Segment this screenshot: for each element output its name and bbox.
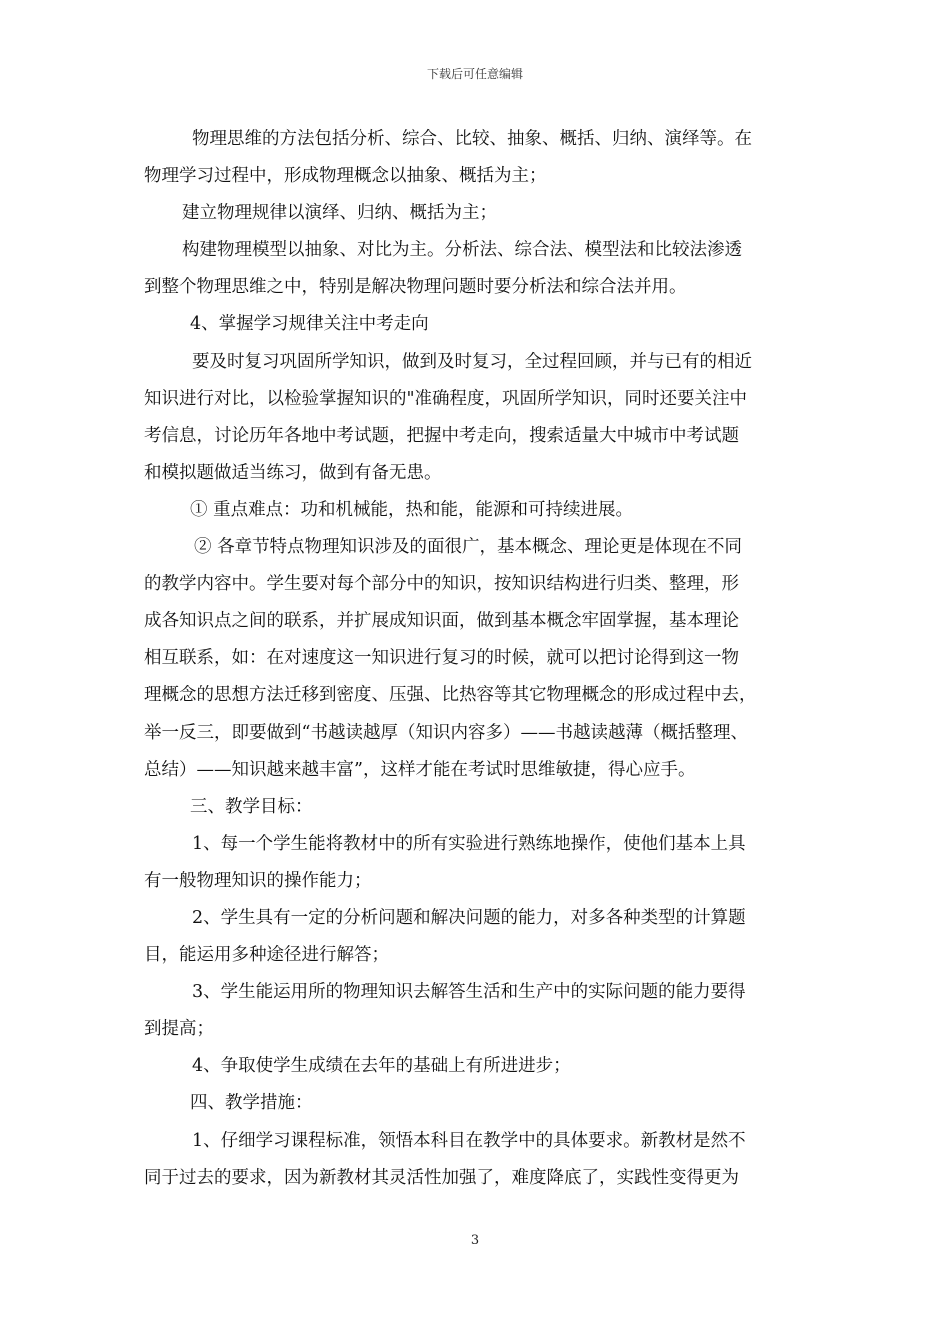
text-line: 相互联系，如：在对速度这一知识进行复习的时候，就可以把讨论得到这一物 [144, 648, 739, 669]
text-line: 到提高； [144, 1019, 214, 1040]
text-line: 要及时复习巩固所学知识，做到及时复习，全过程回顾，并与已有的相近 [192, 351, 752, 372]
text-line: 物理学习过程中，形成物理概念以抽象、概括为主； [144, 166, 547, 187]
page-header: 下载后可任意编辑 [426, 67, 523, 81]
text-line: 和模拟题做适当练习，做到有备无患。 [144, 462, 442, 483]
text-line: 理概念的思想方法迁移到密度、压强、比热容等其它物理概念的形成过程中去， [144, 685, 757, 706]
text-line: 物理思维的方法包括分析、综合、比较、抽象、概括、归纳、演绎等。在 [192, 129, 752, 149]
text-line: 目，能运用多种途径进行解答； [144, 945, 389, 966]
text-line: 有一般物理知识的操作能力； [144, 870, 372, 891]
text-line: 4、争取使学生成绩在去年的基础上有所进进步； [192, 1056, 571, 1077]
text-line: 总结）——知识越来越丰富”，这样才能在考试时思维敏捷，得心应手。 [144, 759, 696, 780]
text-line: 知识进行对比，以检验掌握知识的"准确程度，巩固所学知识，同时还要关注中 [144, 388, 748, 409]
text-line: 考信息，讨论历年各地中考试题，把握中考走向，搜索适量大中城市中考试题 [144, 425, 739, 446]
text-line: 1、每一个学生能将教材中的所有实验进行熟练地操作，使他们基本上具 [192, 833, 746, 854]
page-number: 3 [470, 1233, 480, 1248]
text-line: 1、仔细学习课程标准，领悟本科目在教学中的具体要求。新教材是然不 [192, 1130, 746, 1151]
text-line: 建立物理规律以演绎、归纳、概括为主； [182, 203, 497, 224]
text-line: 四、教学措施： [190, 1093, 313, 1114]
text-line: 构建物理模型以抽象、对比为主。分析法、综合法、模型法和比较法渗透 [182, 240, 742, 261]
text-line: 成各知识点之间的联系，并扩展成知识面，做到基本概念牢固掌握，基本理论 [144, 611, 739, 632]
text-line: 3、学生能运用所的物理知识去解答生活和生产中的实际问题的能力要得 [192, 982, 746, 1003]
text-line: 4、掌握学习规律关注中考走向 [190, 314, 429, 335]
text-line: ① 重点难点：功和机械能，热和能，能源和可持续进展。 [190, 499, 634, 520]
text-line: ② 各章节特点物理知识涉及的面很广，基本概念、理论更是体现在不同 [194, 537, 743, 558]
text-line: 三、教学目标： [190, 796, 313, 817]
text-line: 到整个物理思维之中，特别是解决物理问题时要分析法和综合法并用。 [144, 277, 687, 298]
text-line: 2、学生具有一定的分析问题和解决问题的能力，对多各种类型的计算题 [192, 907, 746, 928]
text-line: 同于过去的要求，因为新教材其灵活性加强了，难度降底了，实践性变得更为 [144, 1167, 739, 1188]
text-line: 举一反三，即要做到“书越读越厚（知识内容多）——书越读越薄（概括整理、 [144, 722, 748, 743]
text-line: 的教学内容中。学生要对每个部分中的知识，按知识结构进行归类、整理，形 [144, 574, 739, 595]
document-body [144, 121, 812, 1197]
